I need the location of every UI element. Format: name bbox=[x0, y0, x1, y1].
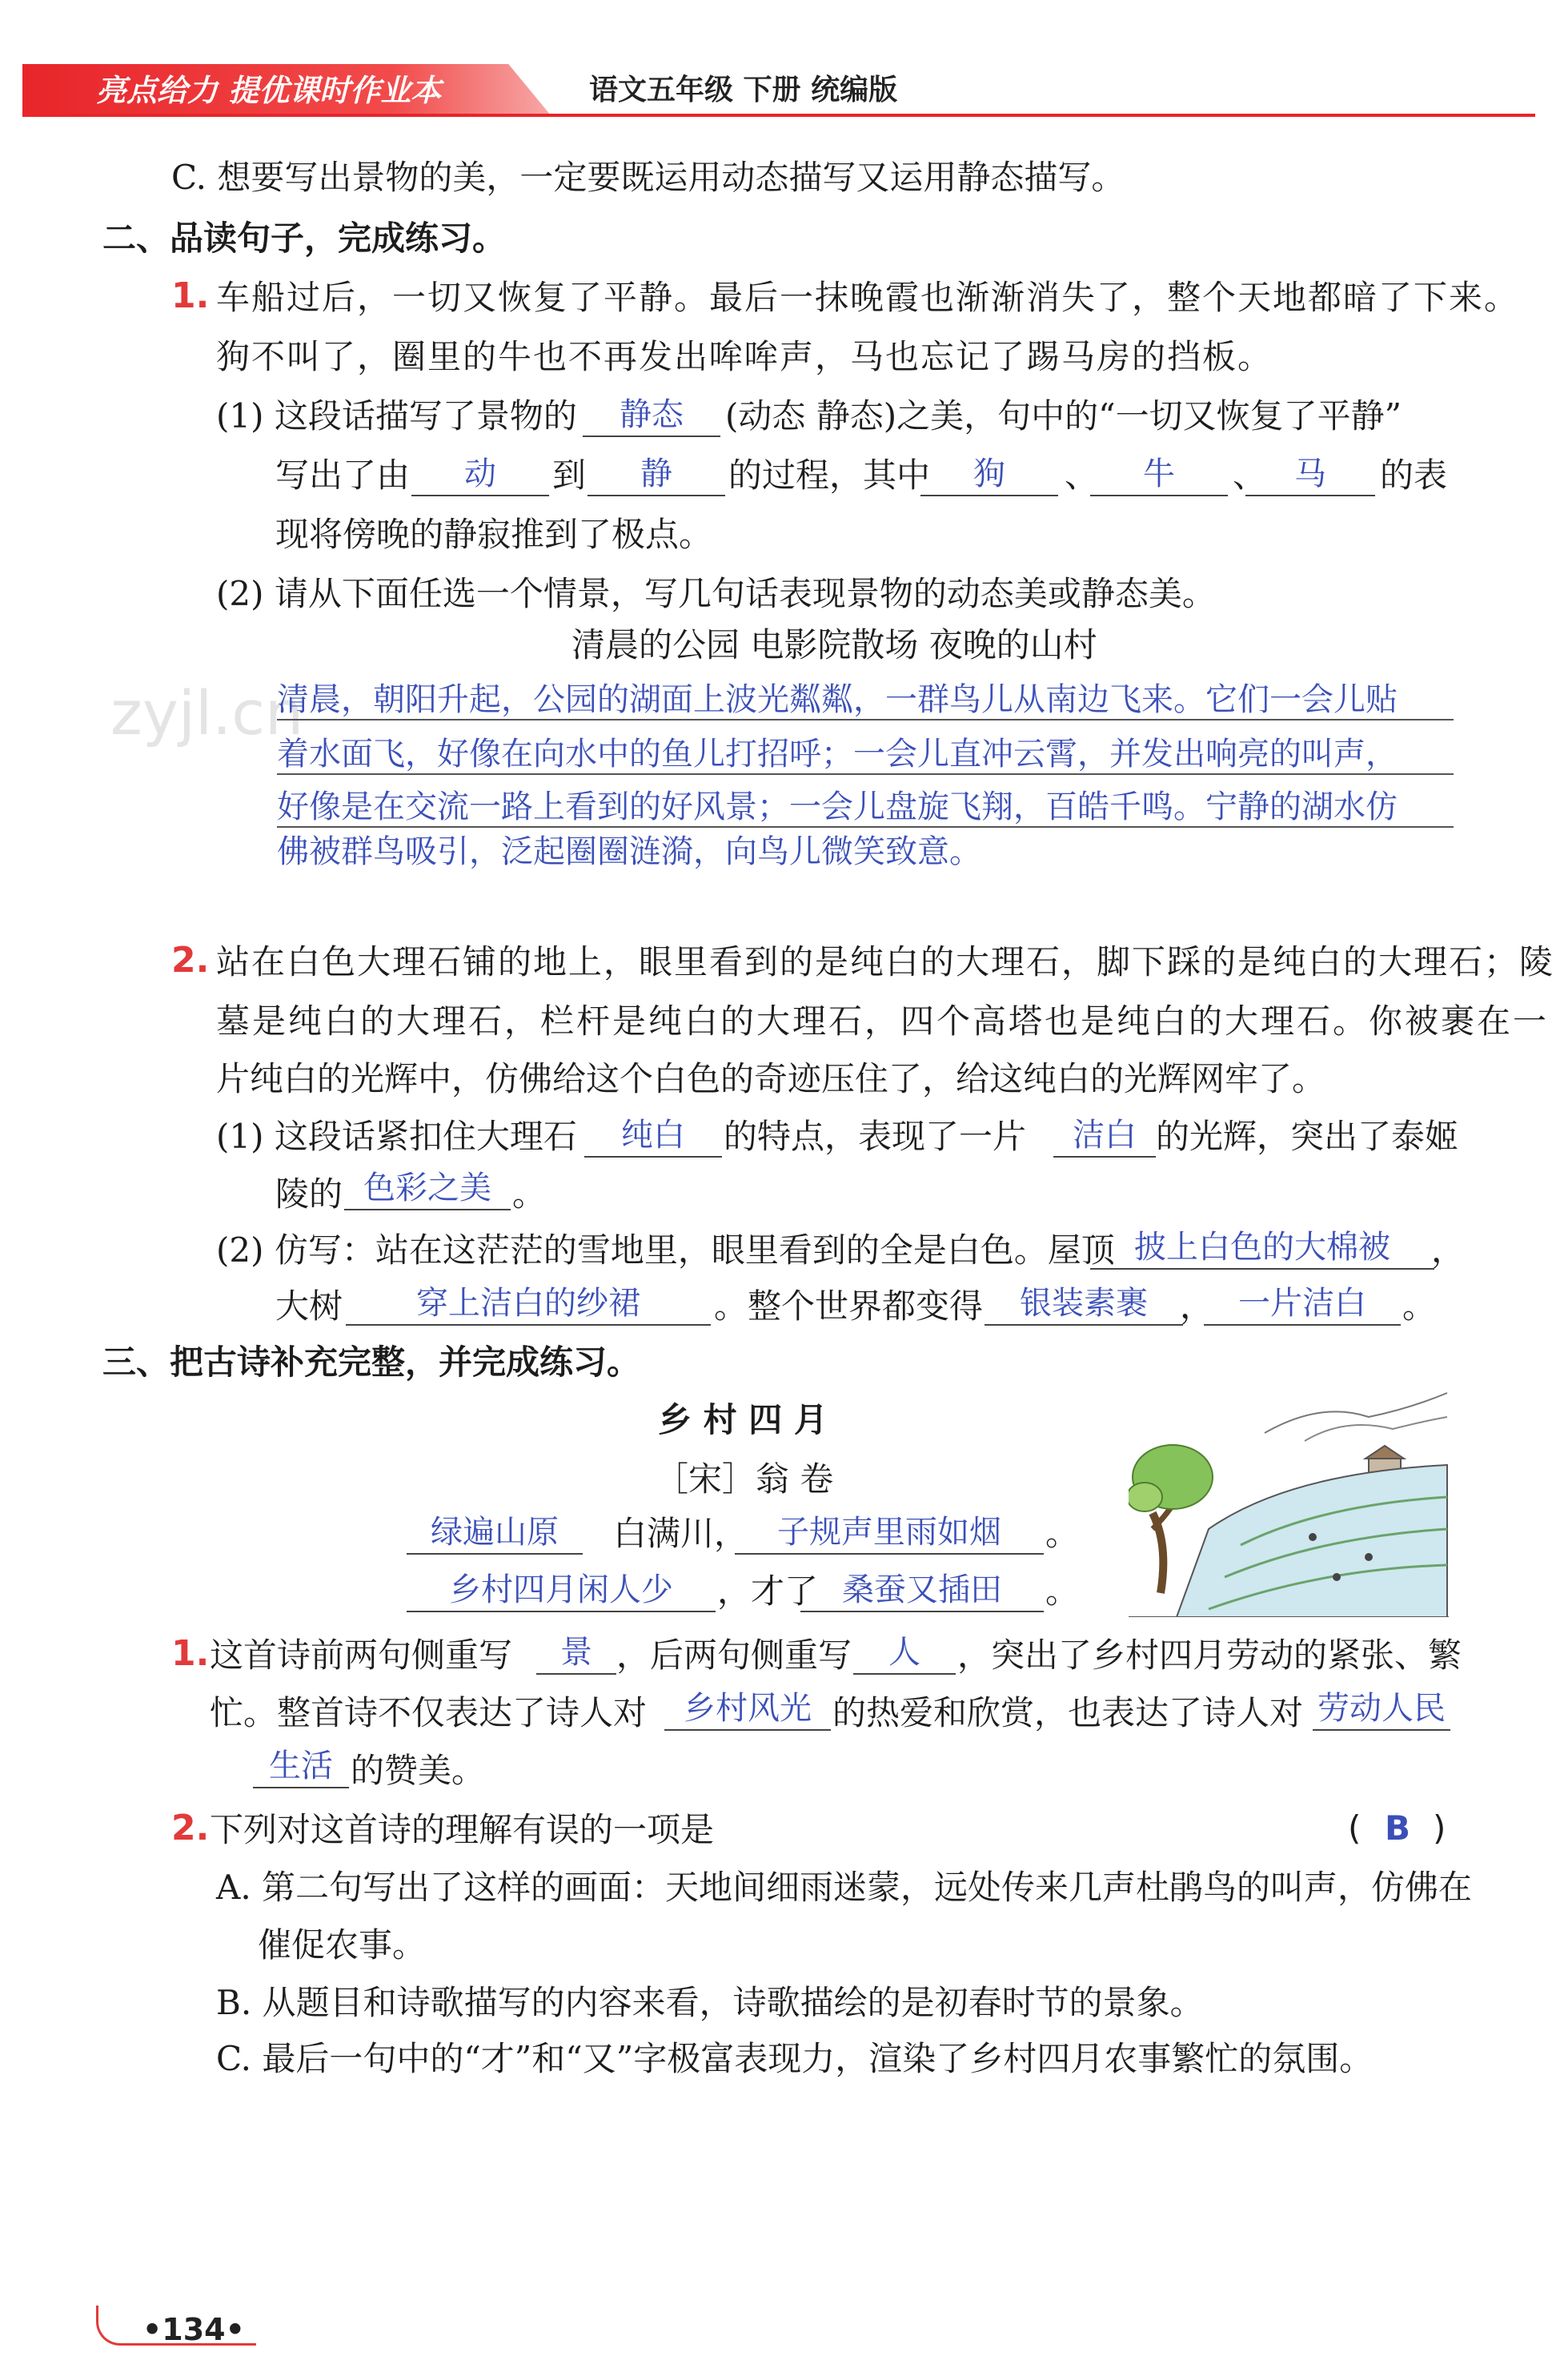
q3-1-text-c: ，突出了乡村四月劳动的紧张、繁 bbox=[957, 1635, 1462, 1675]
q3-2-option-b: B. 从题目和诗歌描写的内容来看，诗歌描绘的是初春时节的景象。 bbox=[216, 1983, 1204, 2022]
q3-1-text-b: ，后两句侧重写 bbox=[616, 1635, 852, 1675]
q2-2-passage-line1: 站在白色大理石铺的地上，眼里看到的是纯白的大理石，脚下踩的是纯白的大理石；陵 bbox=[216, 942, 1555, 981]
q2-1-blank-6[interactable]: 马 bbox=[1245, 455, 1375, 496]
q2-1-sub1-text-f: 的表 bbox=[1380, 456, 1448, 495]
q2-1-sub1-text-b: (动态 静态)之美，句中的“一切又恢复了平静” bbox=[725, 396, 1402, 435]
q2-2-blank-3[interactable]: 色彩之美 bbox=[344, 1169, 511, 1210]
q2-2-blank-2[interactable]: 洁白 bbox=[1053, 1116, 1156, 1158]
poem-blank-2[interactable]: 子规声里雨如烟 bbox=[735, 1513, 1044, 1555]
q2-2-blank-6[interactable]: 银装素裹 bbox=[985, 1284, 1183, 1326]
q2-1-passage-line2: 狗不叫了，圈里的牛也不再发出哞哞声，马也忘记了踢马房的挡板。 bbox=[216, 337, 1273, 376]
q3-1-number: 1. bbox=[171, 1633, 210, 1674]
q3-2-answer[interactable]: B bbox=[1385, 1808, 1411, 1848]
q3-2-option-a-line1: A. 第二句写出了这样的画面：天地间细雨迷蒙，远处传来几声杜鹃鸟的叫声，仿佛在 bbox=[216, 1868, 1473, 1907]
q2-1-sub1-text-e: 的过程，其中 bbox=[728, 456, 931, 495]
header-subject: 语文五年级 下册 统编版 bbox=[589, 74, 898, 106]
q2-2-passage-line3: 片纯白的光辉中，仿佛给这个白色的奇迹压住了，给这纯白的光辉网牢了。 bbox=[216, 1059, 1326, 1098]
section-3-title: 三、把古诗补充完整，并完成练习。 bbox=[102, 1343, 641, 1382]
poem-text-2: 。 bbox=[1045, 1514, 1080, 1553]
q2-2-number: 2. bbox=[171, 940, 210, 981]
q2-1-sub1-text-d: 到 bbox=[552, 456, 587, 495]
q2-2-sub1-text-c: 的光辉，突出了泰姬 bbox=[1156, 1117, 1459, 1156]
q2-1-sep-2: 、 bbox=[1233, 456, 1267, 495]
q2-2-blank-1[interactable]: 纯白 bbox=[584, 1116, 722, 1158]
q2-1-blank-1[interactable]: 静态 bbox=[583, 395, 720, 437]
q2-1-sub2-prompt: (2) 请从下面任选一个情景，写几句话表现景物的动态美或静态美。 bbox=[216, 574, 1216, 613]
prev-option-c: C. 想要写出景物的美，一定要既运用动态描写又运用静态描写。 bbox=[171, 158, 1125, 197]
answer-rule-1 bbox=[277, 719, 1454, 720]
q2-1-answer-line3: 好像是在交流一路上看到的好风景；一会儿盘旋飞翔，百皓千鸣。宁静的湖水仿 bbox=[277, 789, 1398, 825]
q2-2-sub1-text-a: (1) 这段话紧扣住大理石 bbox=[216, 1117, 577, 1156]
q3-2-option-c: C. 最后一句中的“才”和“又”字极富表现力，渲染了乡村四月农事繁忙的氛围。 bbox=[216, 2039, 1374, 2078]
header-rule bbox=[22, 114, 1535, 117]
q2-1-blank-4[interactable]: 狗 bbox=[920, 455, 1058, 496]
poem-blank-1[interactable]: 绿遍山原 bbox=[407, 1513, 583, 1555]
q3-1-blank-5[interactable]: 生活 bbox=[253, 1747, 349, 1788]
q3-1-text-a: 这首诗前两句侧重写 bbox=[210, 1635, 513, 1675]
section-2-title: 二、品读句子，完成练习。 bbox=[102, 219, 507, 258]
q2-1-answer-line4: 佛被群鸟吸引，泛起圈圈涟漪，向鸟儿微笑致意。 bbox=[277, 833, 981, 870]
q3-1-blank-3[interactable]: 乡村风光 bbox=[664, 1689, 831, 1731]
q2-2-blank-5[interactable]: 穿上洁白的纱裙 bbox=[346, 1284, 711, 1326]
q2-1-blank-3[interactable]: 静 bbox=[588, 455, 725, 496]
q2-2-sub1-text-d: 陵的 bbox=[275, 1174, 343, 1214]
q2-1-blank-5[interactable]: 牛 bbox=[1090, 455, 1228, 496]
poem-text-4: 。 bbox=[1045, 1571, 1080, 1611]
q3-1-text-f: 的赞美。 bbox=[351, 1751, 486, 1790]
q2-1-sub1-text-c: 写出了由 bbox=[275, 456, 411, 495]
q3-1-text-e: 的热爱和欣赏，也表达了诗人对 bbox=[832, 1693, 1304, 1732]
q3-2-bracket-left: ( bbox=[1348, 1808, 1362, 1848]
q3-1-text-d: 忙。整首诗不仅表达了诗人对 bbox=[210, 1693, 648, 1732]
q2-2-sub2-text-e: ， bbox=[1180, 1286, 1214, 1326]
q2-2-blank-4[interactable]: 披上白色的大棉被 bbox=[1090, 1228, 1434, 1270]
q3-1-blank-1[interactable]: 景 bbox=[536, 1633, 616, 1675]
watermark: zyjl.cn bbox=[110, 677, 304, 749]
q3-2-number: 2. bbox=[171, 1808, 210, 1848]
poem-text-3: ，才了 bbox=[717, 1571, 819, 1611]
q2-2-sub2-text-f: 。 bbox=[1402, 1286, 1437, 1326]
poem-author: ［宋］翁 卷 bbox=[655, 1459, 834, 1499]
q2-1-passage-line1: 车船过后，一切又恢复了平静。最后一抹晚霞也渐渐消失了，整个天地都暗了下来。 bbox=[216, 278, 1520, 317]
q2-1-sub1-text-g: 现将傍晚的静寂推到了极点。 bbox=[275, 515, 713, 554]
answer-rule-2 bbox=[277, 773, 1454, 775]
q2-2-passage-line2: 墓是纯白的大理石，栏杆是纯白的大理石，四个高塔也是纯白的大理石。你被裹在一 bbox=[216, 1001, 1550, 1041]
q3-1-blank-4[interactable]: 劳动人民 bbox=[1313, 1689, 1450, 1731]
q3-2-bracket-right: ) bbox=[1433, 1808, 1446, 1848]
q2-1-sub1-text-a: (1) 这段话描写了景物的 bbox=[216, 396, 577, 435]
q2-1-answer-line1: 清晨，朝阳升起，公园的湖面上波光粼粼，一群鸟儿从南边飞来。它们一会儿贴 bbox=[277, 681, 1398, 718]
q2-1-blank-2[interactable]: 动 bbox=[411, 455, 549, 496]
q2-1-number: 1. bbox=[171, 275, 210, 316]
poem-title: 乡 村 四 月 bbox=[658, 1400, 828, 1439]
q3-2-option-a-line2: 催促农事。 bbox=[258, 1925, 427, 1965]
q2-2-sub1-text-e: 。 bbox=[512, 1174, 547, 1214]
q2-1-sep-1: 、 bbox=[1065, 456, 1099, 495]
header-brand: 亮点给力 提优课时作业本 bbox=[96, 73, 442, 108]
q2-2-blank-7[interactable]: 一片洁白 bbox=[1204, 1284, 1401, 1326]
q3-2-question: 下列对这首诗的理解有误的一项是 bbox=[210, 1810, 715, 1849]
poem-text-1: 白满川， bbox=[613, 1514, 748, 1553]
q2-2-sub2-text-c: 大树 bbox=[275, 1286, 343, 1326]
village-illustration bbox=[1129, 1385, 1449, 1617]
q2-2-sub2-text-a: (2) 仿写：站在这茫茫的雪地里，眼里看到的全是白色。屋顶 bbox=[216, 1230, 1115, 1270]
q3-1-blank-2[interactable]: 人 bbox=[853, 1633, 956, 1675]
q2-2-sub2-text-b: ， bbox=[1431, 1230, 1466, 1270]
q2-2-sub2-text-d: 。整个世界都变得 bbox=[714, 1286, 984, 1326]
poem-blank-3[interactable]: 乡村四月闲人少 bbox=[407, 1571, 716, 1612]
q2-1-answer-line2: 着水面飞，好像在向水中的鱼儿打招呼；一会儿直冲云霄，并发出响亮的叫声， bbox=[277, 736, 1398, 773]
q2-1-scene-options: 清晨的公园 电影院散场 夜晚的山村 bbox=[571, 625, 1097, 664]
q2-2-sub1-text-b: 的特点，表现了一片 bbox=[724, 1117, 1027, 1156]
page-number: •134• bbox=[142, 2312, 245, 2347]
poem-blank-4[interactable]: 桑蚕又插田 bbox=[800, 1571, 1044, 1612]
